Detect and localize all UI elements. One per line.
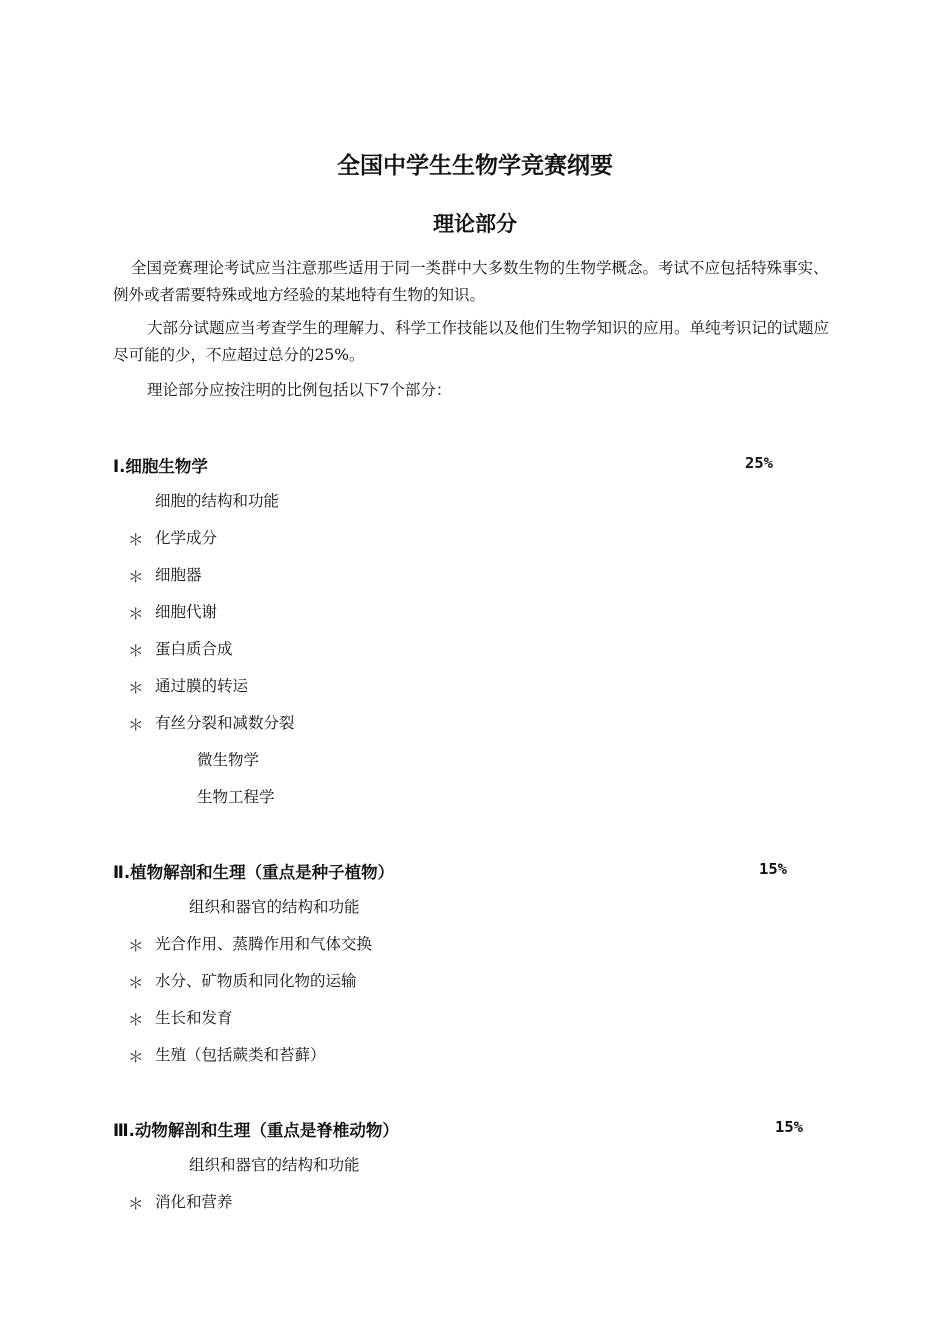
section-2-item: 生殖（包括蕨类和苔藓） <box>155 1046 326 1064</box>
section-2-percent: 15% <box>759 860 787 878</box>
section-2-item: 光合作用、蒸腾作用和气体交换 <box>155 935 373 953</box>
intro-paragraph-2: 大部分试题应当考查学生的理解力、科学工作技能以及他们生物学知识的应用。单纯考识记的试题应尽可能的少，不应超过总分的25%。 <box>113 319 830 364</box>
section-1-extra: 微生物学 <box>197 751 260 769</box>
bullet-icon: ＊ <box>128 531 144 549</box>
section-1-item: 有丝分裂和减数分裂 <box>155 714 295 732</box>
section-3-percent: 15% <box>775 1118 803 1136</box>
bullet-icon: ＊ <box>128 642 144 660</box>
section-1-item: 通过膜的转运 <box>155 677 249 695</box>
bullet-icon: ＊ <box>128 1048 144 1066</box>
section-3-title: Ⅲ.动物解剖和生理（重点是脊椎动物） <box>113 1121 399 1140</box>
section-3-intro: 组织和器官的结构和功能 <box>189 1156 360 1174</box>
bullet-icon: ＊ <box>128 605 144 623</box>
section-1-item: 蛋白质合成 <box>155 640 233 658</box>
section-1-item: 细胞器 <box>155 566 202 584</box>
document-title: 全国中学生生物学竞赛纲要 <box>337 153 613 179</box>
section-2-item: 生长和发育 <box>155 1009 233 1027</box>
section-1-extra: 生物工程学 <box>197 788 275 806</box>
section-1-item: 化学成分 <box>155 529 218 547</box>
bullet-icon: ＊ <box>128 1195 144 1213</box>
section-1-percent: 25% <box>745 454 773 472</box>
bullet-icon: ＊ <box>128 679 144 697</box>
bullet-icon: ＊ <box>128 937 144 955</box>
bullet-icon: ＊ <box>128 974 144 992</box>
section-2-intro: 组织和器官的结构和功能 <box>189 898 360 916</box>
section-3-item: 消化和营养 <box>155 1193 233 1211</box>
intro-paragraph-3: 理论部分应按注明的比例包括以下7个部分： <box>147 381 452 399</box>
bullet-icon: ＊ <box>128 568 144 586</box>
section-1-item: 细胞代谢 <box>155 603 218 621</box>
bullet-icon: ＊ <box>128 1011 144 1029</box>
bullet-icon: ＊ <box>128 716 144 734</box>
section-2-title: Ⅱ.植物解剖和生理（重点是种子植物） <box>113 863 395 882</box>
section-1-title: Ⅰ.细胞生物学 <box>113 457 208 476</box>
section-2-item: 水分、矿物质和同化物的运输 <box>155 972 357 990</box>
section-1-intro: 细胞的结构和功能 <box>155 492 280 510</box>
intro-paragraph-1: 全国竞赛理论考试应当注意那些适用于同一类群中大多数生物的生物学概念。考试不应包括特殊事实、例外或者需要特殊或地方经验的某地特有生物的知识。 <box>113 259 829 304</box>
document-subtitle: 理论部分 <box>433 212 517 236</box>
